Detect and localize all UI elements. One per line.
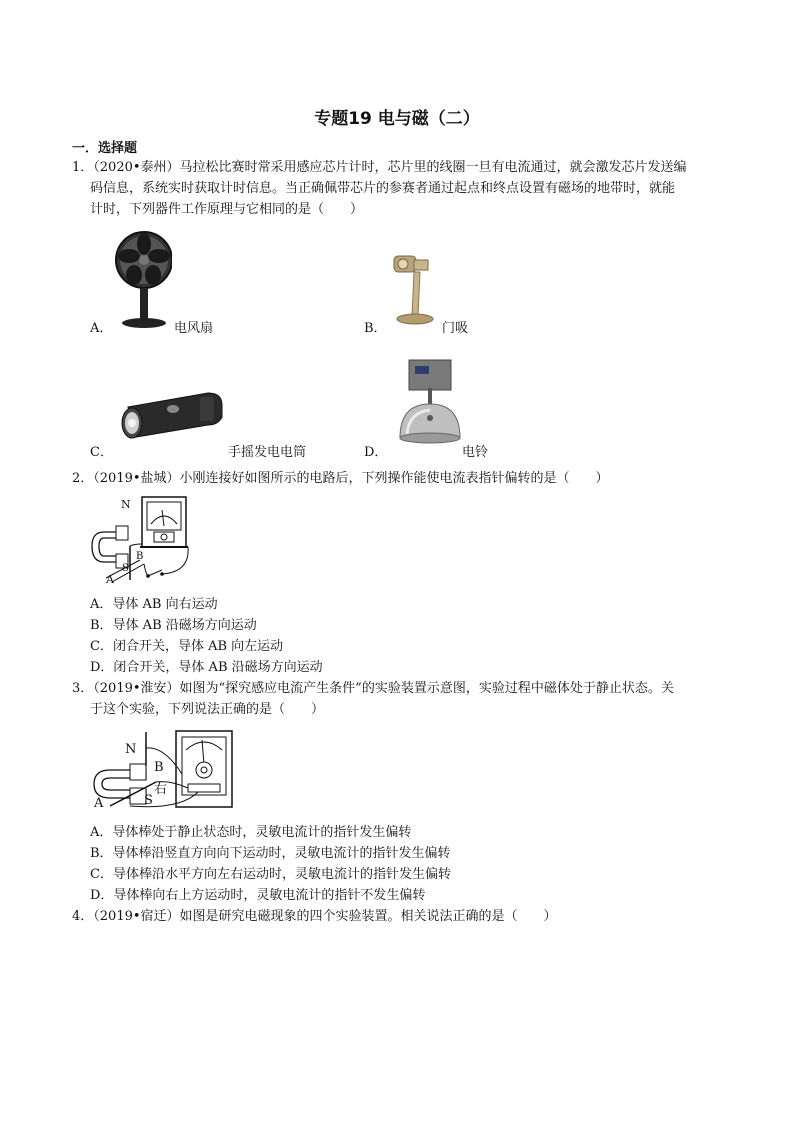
q2-line-1: 2．（2019•盐城）小刚连接好如图所示的电路后，下列操作能使电流表指针偏转的是（ ） [72,471,609,486]
q2-label-s: S [122,563,129,574]
q3-line-2: 于这个实验，下列说法正确的是（ ） [90,702,325,717]
q3-option-a[interactable]: A．导体棒处于静止状态时，灵敏电流计的指针发生偏转 [90,825,412,840]
q1-option-c-text: 手摇发电电筒 [228,445,307,460]
q2-option-b[interactable]: B．导体 AB 沿磁场方向运动 [90,618,257,633]
q3-induction-apparatus-diagram [90,728,238,812]
q3-label-right: 右 [154,782,168,797]
electric-bell-image [395,358,465,448]
q3-option-d[interactable]: D．导体棒向右上方运动时，灵敏电流计的指针不发生偏转 [90,888,426,903]
door-stop-image [390,252,440,326]
q1-option-a-text: 电风扇 [174,321,214,336]
q3-label-a: A [94,796,104,811]
q1-line-3: 计时，下列器件工作原理与它相同的是（ ） [90,202,364,217]
q1-line-1: 1．（2020•泰州）马拉松比赛时常采用感应芯片计时，芯片里的线圈一旦有电流通过，就会激发芯片发送编 [72,160,687,175]
page-title: 专题19 电与磁（二） [314,109,480,129]
q4-line-1: 4．（2019•宿迁）如图是研究电磁现象的四个实验装置。相关说法正确的是（ ） [72,909,557,924]
q2-label-n: N [121,498,131,511]
q2-option-c[interactable]: C．闭合开关，导体 AB 向左运动 [90,639,284,654]
q2-label-b: B [136,551,144,562]
q1-option-d-text: 电铃 [462,445,489,460]
q1-line-2: 码信息，系统实时获取计时信息。当正确佩带芯片的参赛者通过起点和终点设置有磁场的地带时，就能 [90,181,676,196]
hand-crank-flashlight-image [118,385,226,447]
q3-option-b[interactable]: B．导体棒沿竖直方向向下运动时，灵敏电流计的指针发生偏转 [90,846,451,861]
q1-option-d-letter[interactable]: D． [364,445,388,460]
q3-option-c[interactable]: C．导体棒沿水平方向左右运动时，灵敏电流计的指针发生偏转 [90,867,451,882]
q1-option-b-letter[interactable]: B． [364,321,387,336]
q3-label-b: B [154,760,164,775]
electric-fan-image [114,230,172,330]
q2-option-d[interactable]: D．闭合开关，导体 AB 沿磁场方向运动 [90,660,323,675]
q2-option-a[interactable]: A．导体 AB 向右运动 [90,597,218,612]
section-heading: 一．选择题 [72,141,138,156]
q1-option-a-letter[interactable]: A． [90,321,113,336]
q1-option-c-letter[interactable]: C． [90,445,113,460]
q1-option-b-text: 门吸 [442,321,469,336]
q3-label-n: N [125,742,137,757]
q3-label-s: S [144,793,153,808]
q2-label-a: A [106,573,114,586]
q3-line-1: 3．（2019•淮安）如图为“探究感应电流产生条件”的实验装置示意图，实验过程中磁体处于静止状态。关 [72,681,674,696]
